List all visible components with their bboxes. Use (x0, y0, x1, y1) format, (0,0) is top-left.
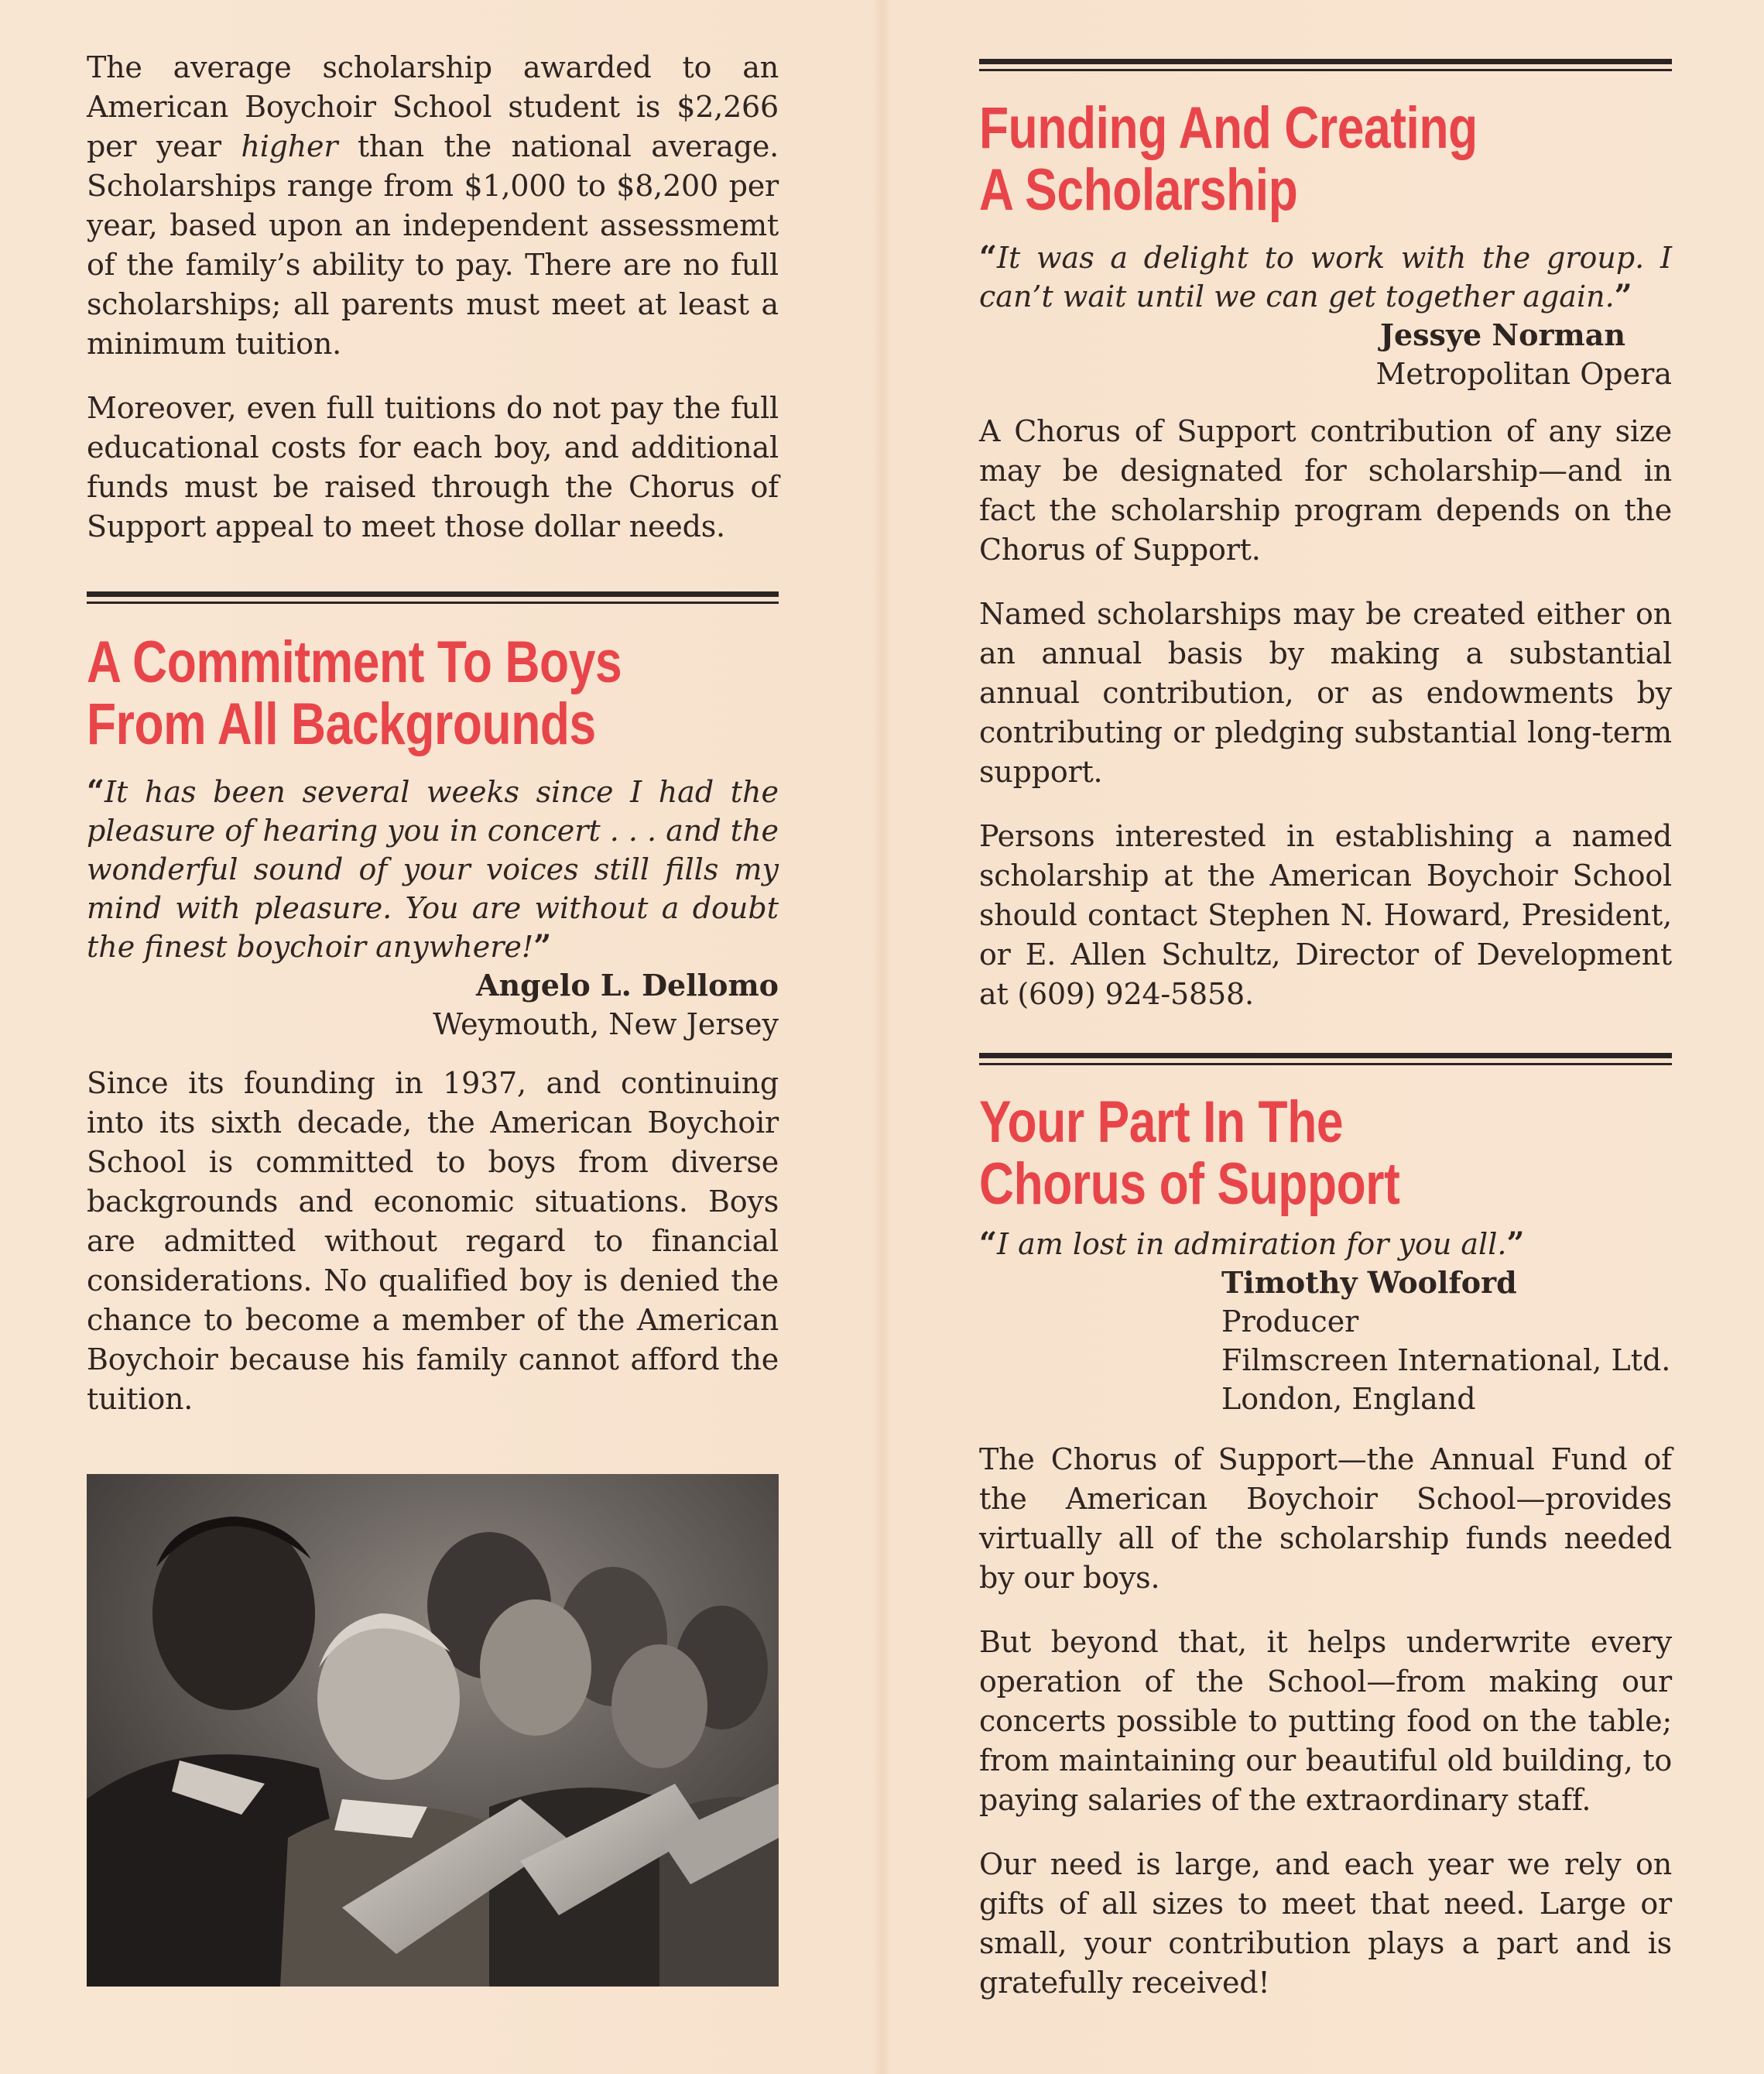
full-tuition-paragraph: Moreover, even full tuitions do not pay the full educational costs for each boy, and additional funds must be raised through the Chorus of Support appeal to meet those dollar needs. (87, 391, 779, 543)
contribution-paragraph: A Chorus of Support contribution of any size may be designated for scholarship—and in fact the scholarship program depends on the Chorus of Support. (979, 414, 1672, 567)
left-column (87, 48, 779, 1444)
right-column (979, 59, 1672, 2028)
emphasis-higher: higher (241, 129, 338, 163)
testimonial-quote-woolford: “I am lost in admiration for you all.” (979, 1226, 1525, 1262)
section-heading-commitment: A Commitment To Boys From All Backgrounds (87, 629, 622, 757)
scholarship-average-paragraph: The average scholarship awarded to an American Boychoir School student is $2,266 per year higher than the national average. Scholarships range from $1,000 to $8,200 per year, based upon an independent assessmemt of the family’s ability to pay. There are no full scholarships; all parents must meet at least a minimum tuition. (87, 50, 779, 361)
testimonial-place: Weymouth, New Jersey (433, 1007, 779, 1041)
testimonial-attribution-woolford: Timothy Woolford Producer Filmscreen International, Ltd. London, England (1221, 1265, 1671, 1416)
close-quote-mark: ” (533, 928, 552, 965)
choir-photo (87, 1474, 779, 1987)
need-paragraph: Our need is large, and each year we rely on gifts of all sizes to meet that need. Large or small, your contribution plays a part and is gratefully received! (979, 1847, 1672, 2000)
section-divider (87, 591, 779, 604)
section-divider-top (979, 59, 1672, 71)
contact-paragraph: Persons interested in establishing a named scholarship at the American Boychoir School should contact Stephen N. Howard, President, or E. Allen Schultz, Director of Development at (609) 924-5858. (979, 819, 1672, 1011)
testimonial-quote-norman: “It was a delight to work with the group. I can’t wait until we can get together again.” (979, 239, 1672, 314)
testimonial-quote: “It has been several weeks since I had the pleasure of hearing you in concert . . . and the wonderful sound of your voices still fills my mind with pleasure. You are without a doubt the finest boychoir anywhere!” (87, 773, 779, 965)
testimonial-attribution-norman: Jessye Norman Metropolitan Opera (1375, 317, 1672, 391)
named-scholarships-paragraph: Named scholarships may be created either on an annual basis by making a substantial annual contribution, or as endowments by contributing or pledging substantial long-term support. (979, 597, 1672, 789)
section-divider-middle (979, 1053, 1672, 1065)
underwrite-paragraph: But beyond that, it helps underwrite every operation of the School—from making our concerts possible to putting food on the table; from maintaining our beautiful old building, to paying salaries of the extraordinary staff. (979, 1625, 1672, 1817)
founding-paragraph: Since its founding in 1937, and continuing into its sixth decade, the American Boychoir School is committed to boys from diverse backgrounds and economic situations. Boys are admitted without regard to financial considerations. No qualified boy is denied the chance to become a member of the American Boychoir because his family cannot afford the tuition. (87, 1066, 779, 1416)
testimonial-attribution (87, 966, 779, 1044)
open-quote-mark: “ (87, 773, 105, 810)
choir-photo-image (87, 1474, 779, 1987)
section-heading-your-part: Your Part In The Chorus of Support (979, 1089, 1400, 1217)
annual-fund-paragraph: The Chorus of Support—the Annual Fund of the American Boychoir School—provides virtually all of the scholarship funds needed by our boys. (979, 1442, 1672, 1595)
section-heading-funding: Funding And Creating A Scholarship (979, 95, 1478, 223)
testimonial-name: Angelo L. Dellomo (476, 968, 779, 1003)
